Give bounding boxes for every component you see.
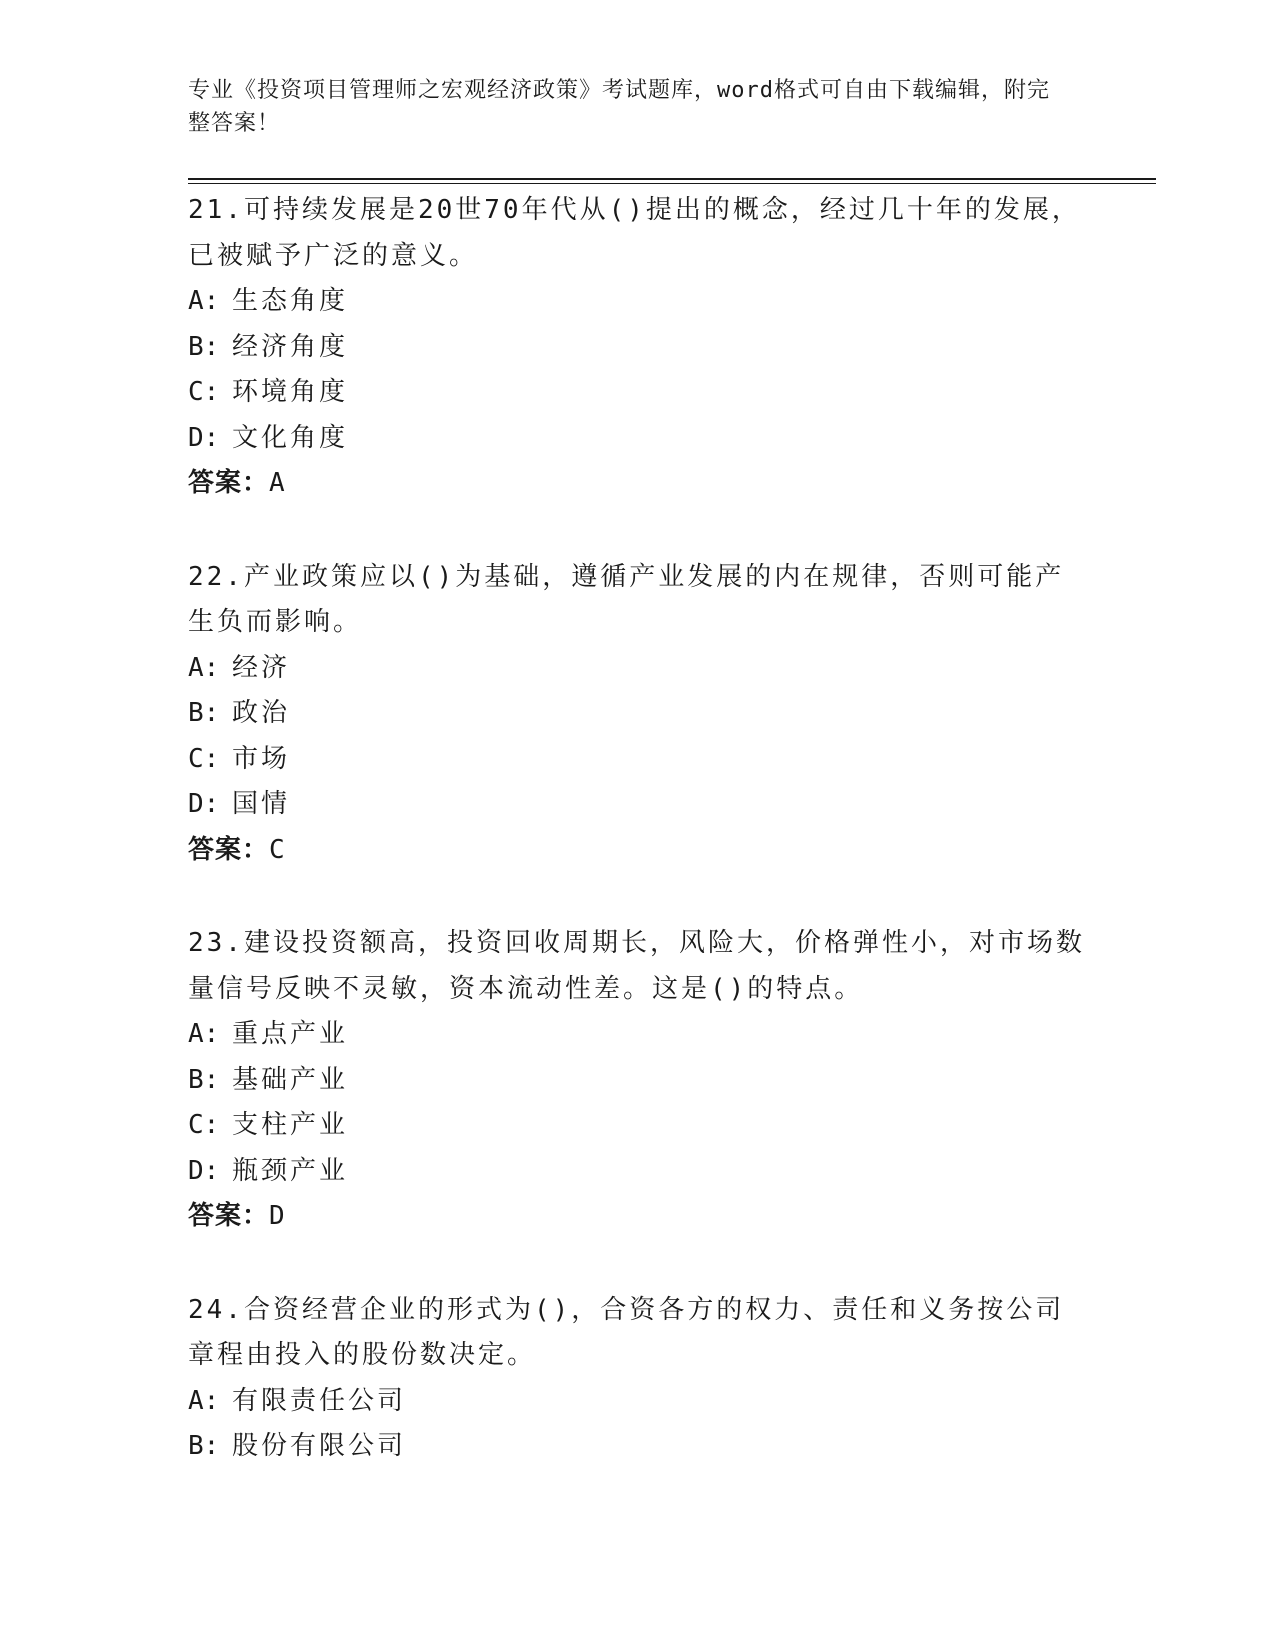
option-letter: C: — [188, 1110, 220, 1140]
option-letter: B: — [188, 1064, 220, 1095]
answer-line — [188, 828, 1088, 874]
question-23 — [188, 921, 1088, 1240]
option-letter: D: — [188, 422, 220, 453]
option-text: 基础产业 — [232, 1064, 349, 1095]
question-stem: 23.建设投资额高，投资回收周期长，风险大，价格弹性小，对市场数量信号反映不灵敏，资本流动性差。这是()的特点。 — [188, 928, 1085, 1004]
option-c — [188, 370, 1088, 416]
question-24 — [188, 1288, 1088, 1470]
option-text: 有限责任公司 — [232, 1385, 407, 1416]
option-d — [188, 1149, 1088, 1195]
header-divider — [188, 178, 1156, 184]
divider-line-top — [188, 178, 1156, 180]
option-d — [188, 782, 1088, 828]
answer-value: C — [269, 834, 286, 865]
question-stem: 24.合资经营企业的形式为()，合资各方的权力、责任和义务按公司章程由投入的股份数决定。 — [188, 1294, 1065, 1370]
option-c — [188, 1103, 1088, 1149]
option-letter: C: — [188, 743, 220, 774]
document-header: 专业《投资项目管理师之宏观经济政策》考试题库，word格式可自由下载编辑，附完整答案！ — [188, 78, 1050, 136]
option-text: 市场 — [232, 743, 291, 774]
option-letter: A: — [188, 1019, 220, 1049]
answer-line — [188, 461, 1088, 507]
answer-label: 答案： — [188, 834, 270, 865]
divider-line-bottom — [188, 183, 1156, 184]
option-a — [188, 1379, 1088, 1425]
option-letter: D: — [188, 1155, 220, 1186]
option-b — [188, 691, 1088, 737]
option-text: 政治 — [232, 698, 291, 728]
option-c — [188, 737, 1088, 783]
option-text: 国情 — [232, 789, 291, 819]
option-letter: B: — [188, 698, 220, 728]
option-letter: C: — [188, 377, 220, 407]
option-b — [188, 325, 1088, 371]
option-a — [188, 646, 1088, 692]
answer-label: 答案： — [188, 1201, 270, 1231]
option-letter: B: — [188, 331, 220, 362]
option-text: 经济角度 — [232, 331, 349, 362]
answer-value: A — [269, 468, 286, 498]
question-stem: 21.可持续发展是20世70年代从()提出的概念，经过几十年的发展，已被赋予广泛的意义。 — [188, 195, 1081, 271]
option-letter: B: — [188, 1431, 220, 1461]
option-letter: A: — [188, 1385, 220, 1416]
option-letter: A: — [188, 652, 220, 683]
option-b — [188, 1058, 1088, 1104]
option-letter: D: — [188, 789, 220, 819]
option-text: 经济 — [232, 652, 291, 683]
question-22 — [188, 555, 1088, 874]
option-text: 重点产业 — [232, 1019, 349, 1049]
answer-line — [188, 1194, 1088, 1240]
answer-label: 答案： — [188, 468, 270, 498]
option-a — [188, 1012, 1088, 1058]
option-text: 支柱产业 — [232, 1110, 349, 1140]
question-list — [188, 188, 1088, 1518]
question-21 — [188, 188, 1088, 507]
option-text: 股份有限公司 — [232, 1431, 407, 1461]
option-text: 生态角度 — [232, 286, 349, 316]
option-b — [188, 1424, 1088, 1470]
option-d — [188, 416, 1088, 462]
option-letter: A: — [188, 286, 220, 316]
answer-value: D — [269, 1201, 286, 1231]
option-text: 环境角度 — [232, 377, 349, 407]
option-text: 文化角度 — [232, 422, 349, 453]
question-stem: 22.产业政策应以()为基础，遵循产业发展的内在规律，否则可能产生负而影响。 — [188, 561, 1065, 637]
option-text: 瓶颈产业 — [232, 1155, 349, 1186]
option-a — [188, 279, 1088, 325]
